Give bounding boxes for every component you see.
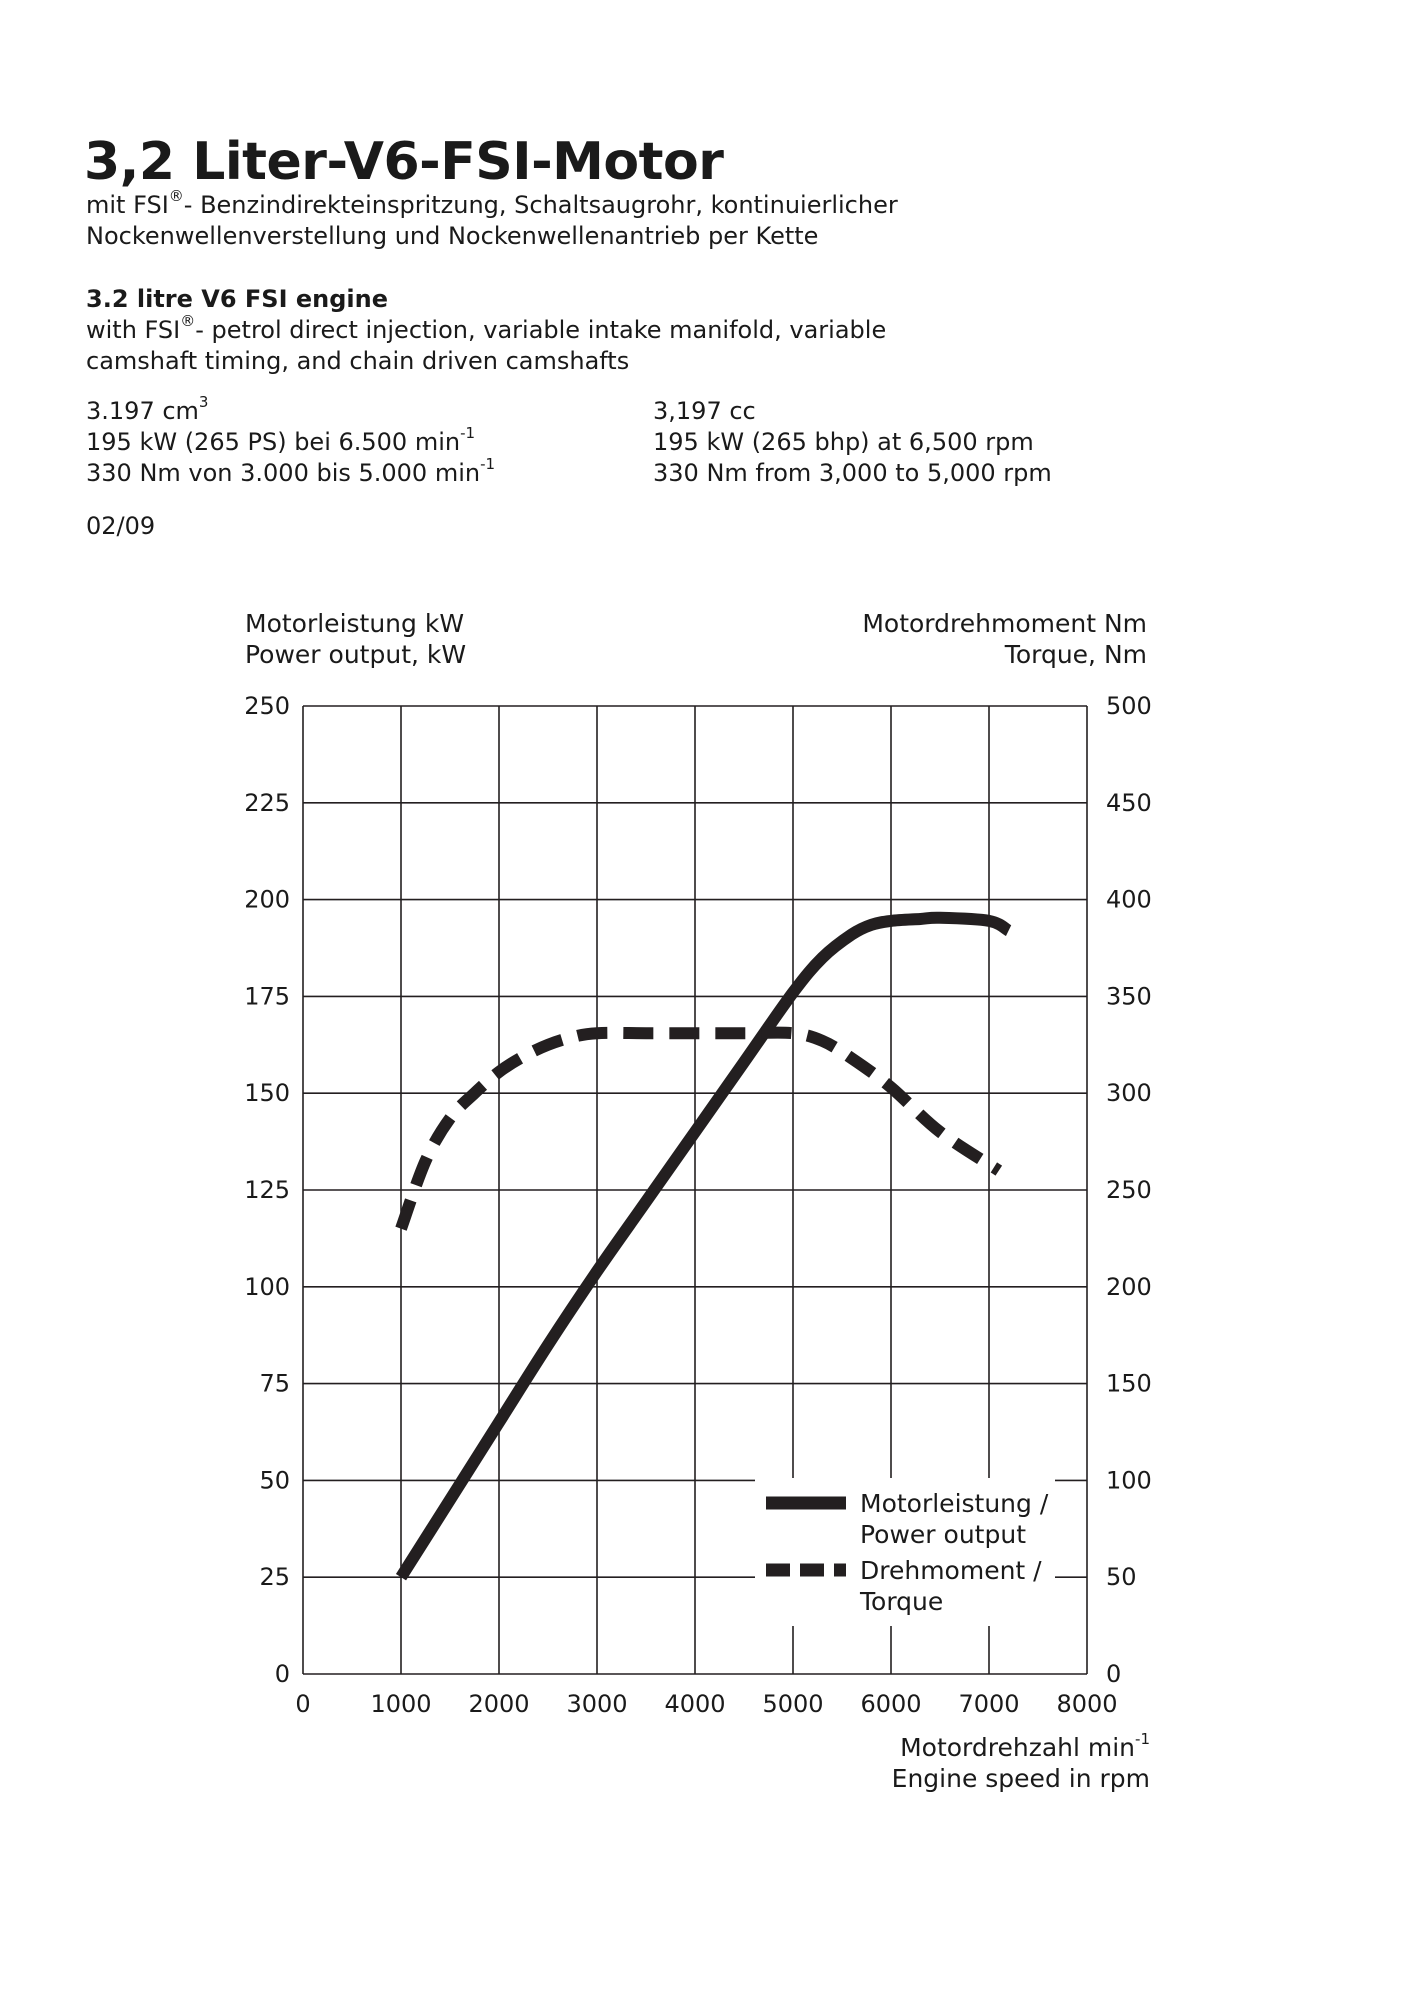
x-tick-label: 2000: [468, 1690, 530, 1718]
per-minute-superscript: -1: [1135, 1729, 1150, 1748]
spec-displacement-de-text: 3.197 cm: [86, 397, 199, 425]
x-tick-label: 6000: [860, 1690, 922, 1718]
german-description-rest: - Benzindirekteinspritzung, Schaltsaugrohr, kontinuierlicher: [183, 191, 898, 219]
y-right-tick-label: 0: [1106, 1660, 1122, 1688]
registered-mark: ®: [168, 187, 184, 205]
y-left-tick-label: 150: [244, 1079, 290, 1108]
registered-mark: ®: [180, 312, 196, 330]
legend-torque-label-2: Torque: [860, 1587, 944, 1616]
legend-torque-label-1: Drehmoment /: [860, 1556, 1042, 1585]
x-tick-label: 7000: [958, 1690, 1020, 1718]
right-axis-title-de: Motordrehmoment Nm: [862, 609, 1147, 638]
spec-torque-de-text: 330 Nm von 3.000 bis 5.000 min: [86, 459, 481, 487]
y-right-tick-label: 200: [1106, 1272, 1152, 1301]
spec-power-de-text: 195 kW (265 PS) bei 6.500 min: [86, 428, 461, 456]
chart-legend: [755, 1478, 1055, 1626]
per-minute-superscript: -1: [460, 424, 476, 442]
x-tick-label: 1000: [370, 1690, 432, 1718]
cubic-superscript: 3: [198, 393, 209, 411]
fsi-text: with FSI: [86, 316, 181, 344]
x-tick-label: 0: [295, 1690, 311, 1718]
y-right-tick-label: 400: [1106, 885, 1152, 914]
y-left-tick-label: 200: [244, 885, 290, 914]
left-axis-title-en: Power output, kW: [245, 640, 467, 669]
y-left-tick-label: 100: [244, 1272, 290, 1301]
y-right-tick-label: 100: [1106, 1466, 1152, 1495]
x-tick-label: 4000: [664, 1690, 726, 1718]
legend-power-label-2: Power output: [860, 1520, 1026, 1549]
per-minute-superscript: -1: [480, 455, 496, 473]
y-left-tick-label: 75: [259, 1369, 290, 1398]
spec-power-en: 195 kW (265 bhp) at 6,500 rpm: [653, 428, 1034, 456]
x-tick-label: 5000: [762, 1690, 824, 1718]
y-left-tick-label: 175: [244, 982, 290, 1011]
date-text: 02/09: [86, 512, 156, 540]
y-right-tick-label: 250: [1106, 1176, 1152, 1204]
y-left-tick-label: 225: [244, 788, 290, 817]
left-axis-title-de: Motorleistung kW: [245, 609, 465, 638]
y-right-tick-label: 450: [1106, 788, 1152, 817]
y-right-tick-label: 300: [1106, 1079, 1152, 1108]
x-axis-title-de-text: Motordrehzahl min: [900, 1733, 1136, 1762]
fsi-text: mit FSI: [86, 191, 169, 219]
y-left-tick-label: 250: [244, 692, 290, 720]
y-left-tick-label: 50: [259, 1466, 290, 1495]
y-left-tick-label: 0: [274, 1660, 290, 1688]
german-description-line-2: Nockenwellenverstellung und Nockenwellenantrieb per Kette: [86, 222, 819, 250]
english-heading: 3.2 litre V6 FSI engine: [86, 285, 388, 313]
x-tick-label: 8000: [1056, 1690, 1118, 1718]
y-right-tick-label: 150: [1106, 1369, 1152, 1398]
y-right-tick-label: 500: [1106, 692, 1152, 720]
y-right-tick-label: 350: [1106, 982, 1152, 1011]
page-title: 3,2 Liter-V6-FSI-Motor: [84, 132, 724, 192]
english-description-line-2: camshaft timing, and chain driven camshafts: [86, 347, 630, 375]
y-left-tick-label: 25: [259, 1563, 290, 1592]
x-tick-label: 3000: [566, 1690, 628, 1718]
english-description-rest: - petrol direct injection, variable intake manifold, variable: [195, 316, 887, 344]
right-axis-title-en: Torque, Nm: [1004, 640, 1147, 669]
x-axis-title-en: Engine speed in rpm: [891, 1764, 1150, 1793]
legend-power-label-1: Motorleistung /: [860, 1489, 1049, 1518]
y-right-tick-label: 50: [1106, 1563, 1137, 1592]
spec-displacement-en: 3,197 cc: [653, 397, 756, 425]
spec-torque-en: 330 Nm from 3,000 to 5,000 rpm: [653, 459, 1052, 487]
y-left-tick-label: 125: [244, 1176, 290, 1204]
